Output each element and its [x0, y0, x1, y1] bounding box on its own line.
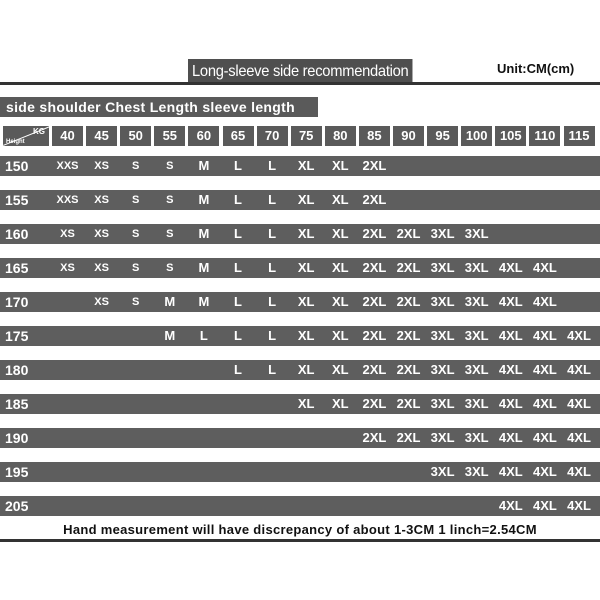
size-cell: 4XL [498, 430, 523, 445]
size-cell: S [166, 262, 174, 274]
size-cell: 4XL [498, 294, 523, 309]
size-cell: 4XL [567, 498, 591, 513]
size-cell: 3XL [430, 362, 455, 377]
weight-header-cell: 115 [564, 126, 595, 146]
size-cell: XS [94, 296, 109, 308]
size-cell: L [268, 226, 277, 241]
size-cell: 4XL [498, 362, 523, 377]
size-cell: 4XL [498, 498, 523, 513]
size-cell: S [132, 262, 140, 274]
size-cell: 4XL [532, 430, 557, 445]
corner-header [3, 126, 49, 146]
size-cell: 4XL [498, 396, 523, 411]
size-cell: 2XL [362, 396, 387, 411]
height-label: 190 [5, 430, 29, 446]
size-cell: XS [94, 160, 109, 172]
size-cell: 4XL [532, 396, 557, 411]
size-cell: L [268, 192, 277, 207]
size-cell: 4XL [532, 464, 557, 479]
footer-note: Hand measurement will have discrepancy of about 1-3CM 1 linch=2.54CM [63, 522, 537, 537]
size-cell: S [132, 296, 140, 308]
weight-header-cell: 60 [188, 126, 219, 146]
size-cell: 4XL [567, 328, 591, 343]
height-label: 160 [5, 226, 29, 242]
size-cell: XL [297, 328, 315, 343]
size-cell: XL [331, 362, 349, 377]
size-cell: L [268, 158, 277, 173]
size-cell: M [198, 192, 210, 207]
size-cell: 4XL [567, 430, 591, 445]
size-cell: 3XL [464, 396, 489, 411]
size-cell: L [268, 362, 277, 377]
size-cell: S [132, 160, 140, 172]
height-axis-label: Height [6, 139, 25, 145]
size-cell: 2XL [362, 430, 387, 445]
weight-axis-label: KG [33, 127, 45, 136]
size-cell: XS [94, 228, 109, 240]
size-cell: 3XL [430, 260, 455, 275]
size-cell: XL [331, 192, 349, 207]
size-cell: M [198, 260, 210, 275]
size-cell: XL [331, 396, 349, 411]
size-cell: XS [94, 262, 109, 274]
weight-header-cell: 70 [257, 126, 288, 146]
size-cell: 3XL [464, 294, 489, 309]
size-cell: XL [297, 226, 315, 241]
chart-title: Long-sleeve side recommendation [188, 59, 412, 85]
size-cell: 2XL [362, 192, 387, 207]
height-label: 165 [5, 260, 29, 276]
size-cell: 4XL [532, 362, 557, 377]
size-cell: S [132, 228, 140, 240]
size-cell: S [166, 160, 174, 172]
size-cell: 2XL [362, 328, 387, 343]
size-cell: M [164, 294, 176, 309]
size-cell: XL [331, 294, 349, 309]
size-cell: XS [60, 262, 75, 274]
top-divider [0, 82, 600, 85]
size-cell: 3XL [430, 430, 455, 445]
size-cell: 2XL [362, 260, 387, 275]
measurement-subtitle: side shoulder Chest Length sleeve length [0, 97, 318, 117]
size-cell: M [198, 158, 210, 173]
size-cell: 3XL [430, 328, 455, 343]
size-cell: 4XL [498, 260, 523, 275]
size-cell: S [166, 228, 174, 240]
size-cell: 3XL [430, 464, 455, 479]
weight-header-cell: 105 [495, 126, 526, 146]
size-cell: 3XL [464, 362, 489, 377]
size-cell: 4XL [532, 260, 557, 275]
height-label: 175 [5, 328, 29, 344]
bottom-divider [0, 539, 600, 542]
height-label: 205 [5, 498, 29, 514]
size-cell: 3XL [464, 464, 489, 479]
weight-header-cell: 85 [359, 126, 390, 146]
size-cell: L [199, 328, 208, 343]
weight-header-cell: 100 [461, 126, 492, 146]
size-cell: 2XL [396, 260, 421, 275]
unit-label: Unit:CM(cm) [497, 61, 575, 76]
size-cell: 3XL [464, 226, 489, 241]
weight-header-cell: 110 [529, 126, 560, 146]
size-cell: XXS [56, 194, 79, 206]
weight-header-cell: 80 [325, 126, 356, 146]
size-cell: 2XL [362, 362, 387, 377]
size-cell: L [234, 226, 242, 241]
height-label: 180 [5, 362, 29, 378]
size-cell: 4XL [498, 328, 523, 343]
size-cell: L [268, 260, 277, 275]
size-cell: 2XL [396, 226, 421, 241]
size-cell: L [234, 294, 242, 309]
weight-header-cell: 50 [120, 126, 151, 146]
weight-header-cell: 40 [52, 126, 83, 146]
size-cell: XL [297, 260, 315, 275]
size-cell: 2XL [396, 328, 421, 343]
size-cell: L [268, 294, 277, 309]
size-cell: L [234, 362, 242, 377]
size-cell: 3XL [464, 260, 489, 275]
size-cell: L [234, 158, 242, 173]
size-cell: XS [94, 194, 109, 206]
height-label: 155 [5, 192, 29, 208]
size-cell: 2XL [362, 226, 387, 241]
size-cell: 3XL [464, 430, 489, 445]
size-cell: L [234, 192, 242, 207]
weight-header-cell: 55 [154, 126, 185, 146]
size-cell: S [166, 194, 174, 206]
size-cell: L [234, 260, 242, 275]
size-cell: M [164, 328, 176, 343]
size-cell: XL [297, 158, 315, 173]
weight-header-cell: 75 [291, 126, 322, 146]
size-cell: 4XL [567, 464, 591, 479]
height-label: 150 [5, 158, 29, 174]
size-cell: 4XL [567, 362, 591, 377]
weight-header-cell: 90 [393, 126, 424, 146]
size-cell: 2XL [396, 430, 421, 445]
size-cell: 4XL [498, 464, 523, 479]
size-cell: 4XL [532, 328, 557, 343]
size-cell: XL [297, 294, 315, 309]
size-cell: XL [331, 328, 349, 343]
weight-header-cell: 65 [223, 126, 254, 146]
size-cell: 4XL [532, 294, 557, 309]
size-cell: 4XL [532, 498, 557, 513]
size-cell: 3XL [430, 294, 455, 309]
height-label: 195 [5, 464, 29, 480]
size-cell: XXS [56, 160, 79, 172]
size-cell: XL [297, 192, 315, 207]
weight-header-cell: 95 [427, 126, 458, 146]
size-cell: 2XL [396, 396, 421, 411]
size-cell: M [198, 226, 210, 241]
size-cell: 3XL [464, 328, 489, 343]
size-cell: XL [297, 362, 315, 377]
size-cell: 4XL [567, 396, 591, 411]
size-cell: L [268, 328, 277, 343]
height-label: 170 [5, 294, 29, 310]
size-cell: 3XL [430, 226, 455, 241]
size-cell: 2XL [362, 158, 387, 173]
size-cell: 2XL [396, 294, 421, 309]
size-cell: L [234, 328, 242, 343]
size-cell: 3XL [430, 396, 455, 411]
height-label: 185 [5, 396, 29, 412]
size-cell: XL [297, 396, 315, 411]
size-cell: S [132, 194, 140, 206]
size-cell: XL [331, 226, 349, 241]
size-cell: XL [331, 260, 349, 275]
size-cell: XL [331, 158, 349, 173]
size-cell: XS [60, 228, 75, 240]
size-cell: 2XL [396, 362, 421, 377]
size-cell: 2XL [362, 294, 387, 309]
weight-header-cell: 45 [86, 126, 117, 146]
size-cell: M [198, 294, 210, 309]
